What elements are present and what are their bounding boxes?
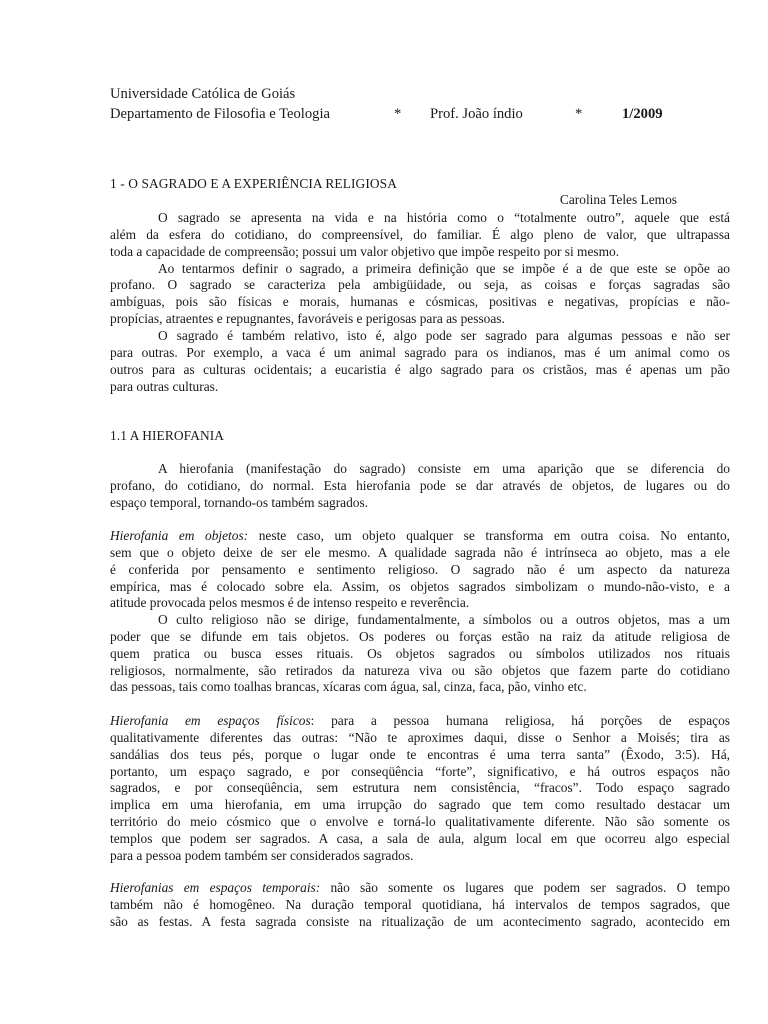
text-line: são as festas. A festa sagrada consiste na ritualização de um acontecimento sagrado, acontecido em [110, 913, 730, 929]
text-line: profano, do cotidiano, do normal. Esta hierofania pode se dar através de objetos, de lugares ou do [110, 477, 730, 493]
text-line: qualitativamente diferentes das outras: “Não te aproximes daqui, disse o Senhor a Moisés; tira as [110, 729, 730, 745]
hierofania-espacos-lead: Hierofania em espaços físicos [110, 713, 311, 728]
text-fragment: neste caso, um objeto qualquer se transforma em outra coisa. No entanto, [248, 528, 730, 543]
text-line: A hierofania (manifestação do sagrado) consiste em uma aparição que se diferencia do [158, 461, 730, 476]
text-line: empírica, mas é colocado sobre ela. Assim, os objetos sagrados simbolizam o mundo-não-visto, e a [110, 578, 730, 594]
paragraph [110, 612, 730, 696]
text-line: templos que podem ser sagrados. A casa, a sala de aula, algum local em que ocorreu algo especial [110, 830, 730, 846]
text-line: território do meio cósmico que o envolve e torná-lo qualitativamente diferente. Não são somente os [110, 814, 730, 830]
text-line: para a pessoa podem também ser considerados sagrados. [110, 847, 414, 863]
text-line: sem que o objeto deixe de ser ele mesmo. A qualidade sagrada não é intrínseca ao objeto, mas a ele [110, 544, 730, 560]
text-line [110, 880, 730, 897]
text-line: também não é homogêneo. Na duração temporal quotidiana, há intervalos de tempos sagrados, que [110, 896, 730, 912]
text-line: toda a capacidade de compreensão; possui um valor objetivo que impõe respeito por si mesmo. [110, 243, 620, 259]
text-line: espaço temporal, tornando-os também sagrados. [110, 494, 369, 510]
text-line: religiosos, normalmente, são retirados da natureza viva ou são objetos que fazem parte do cotidiano [110, 662, 730, 678]
text-line: propícias, atraentes e repugnantes, favoráveis e perigosas para as pessoas. [110, 311, 505, 327]
text-fragment: : para a pessoa humana religiosa, há porções de espaços [310, 713, 730, 728]
text-line: O sagrado se apresenta na vida e na história como o “totalmente outro”, aquele que está [158, 210, 730, 225]
term: 1/2009 [622, 106, 663, 122]
text-line [110, 528, 730, 545]
header-separator: * [394, 106, 402, 122]
hierofania-objetos-lead: Hierofania em objetos: [110, 528, 249, 543]
text-line: portanto, um espaço sagrado, e por conseqüência “forte”, significativo, e há outros espaços não [110, 763, 730, 779]
text-line: sandálias dos teus pés, porque o lugar onde te encontras é uma terra santa” (Êxodo, 3:5). Há, [110, 746, 730, 762]
text-line: O sagrado é também relativo, isto é, algo pode ser sagrado para algumas pessoas e não ser [158, 328, 730, 343]
text-line: outros para as culturas ocidentais; a eucaristia é algo sagrado para os cristãos, mas é apenas um pão [110, 361, 730, 377]
text-line: Ao tentarmos definir o sagrado, a primeira definição que se impõe é a de que este se opõe ao [158, 260, 730, 276]
text-line: é conferida por pensamento e sentimento religioso. O sagrado não é um aspecto da natureza [110, 561, 730, 577]
text-line: O culto religioso não se dirige, fundamentalmente, a símbolos ou a outros objetos, mas a um [158, 612, 730, 627]
text-line: poder que se difunde em tais objetos. Os poderes ou forças estão na raiz da atitude religiosa de [110, 628, 730, 644]
hierofania-temporais-lead: Hierofanias em espaços temporais: [110, 880, 321, 895]
subsection-title: 1.1 A HIEROFANIA [110, 428, 225, 443]
paragraph [110, 713, 730, 865]
text-line: profano. O sagrado se caracteriza pela ambigüidade, ou seja, as coisas e forças sagradas são [110, 277, 730, 293]
text-line: sagrados, e por conseqüência, sem estrutura nem consistência, “fracos”. Todo espaço sagrado [110, 780, 730, 796]
text-fragment: não são somente os lugares que podem ser sagrados. O tempo [320, 880, 730, 895]
professor-name: Prof. João índio [430, 106, 523, 122]
text-line: quem pratica ou busca esses rituais. Os objetos sagrados ou símbolos utilizados nos rituais [110, 645, 730, 661]
text-line: para outras. Por exemplo, a vaca é um animal sagrado para os indianos, mas é um animal como os [110, 344, 730, 360]
text-line: atitude provocada pelos mesmos é de intenso respeito e reverência. [110, 595, 470, 611]
section-title: 1 - O SAGRADO E A EXPERIÊNCIA RELIGIOSA [110, 176, 397, 191]
paragraph [110, 261, 730, 328]
text-line: além da esfera do cotidiano, do compreensível, do familiar. É algo pleno de valor, que ultrapassa [110, 226, 730, 242]
text-line: implica em uma hierofania, em uma irrupção do sagrado que tem como resultado destacar um [110, 797, 730, 813]
department-name: Departamento de Filosofia e Teologia [110, 106, 330, 122]
header-row [110, 106, 710, 124]
university-name: Universidade Católica de Goiás [110, 86, 296, 102]
paragraph [110, 880, 730, 931]
header-separator: * [575, 106, 583, 122]
paragraph [110, 461, 730, 512]
author-name: Carolina Teles Lemos [559, 192, 677, 207]
text-line: das pessoas, tais como toalhas brancas, xícaras com água, sal, cinza, faca, pão, vinho etc. [110, 679, 587, 695]
paragraph [110, 528, 730, 612]
paragraph [110, 328, 730, 395]
text-line: para outras culturas. [110, 378, 219, 394]
text-line: ambíguas, pois são físicas e morais, humanas e cósmicas, positivas e negativas, propícias e não- [110, 294, 730, 310]
paragraph [110, 210, 730, 261]
text-line [110, 713, 730, 730]
